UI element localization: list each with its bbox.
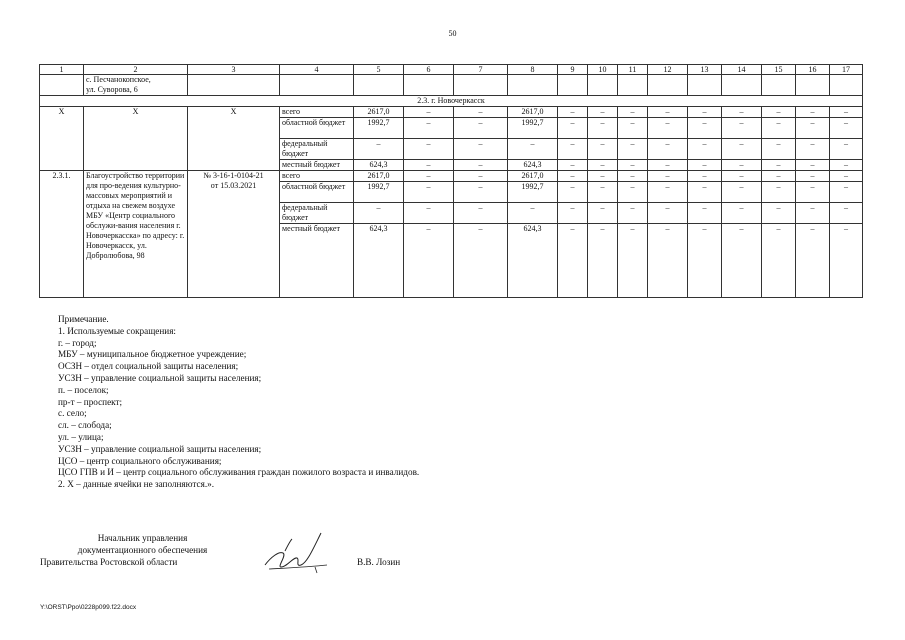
- cell-value: –: [588, 224, 618, 298]
- cell-value: –: [762, 160, 796, 171]
- cell-empty: [188, 75, 280, 96]
- cell-empty: [762, 75, 796, 96]
- note-line: с. село;: [58, 408, 87, 419]
- cell-value: –: [404, 203, 454, 224]
- cell-value: –: [830, 203, 863, 224]
- cell-value: –: [588, 182, 618, 203]
- cell-value: –: [830, 160, 863, 171]
- cell-value: –: [762, 182, 796, 203]
- cell-value: –: [648, 118, 688, 139]
- cell-empty: [508, 75, 558, 96]
- cell-x: X: [40, 107, 84, 171]
- cell-value: –: [588, 160, 618, 171]
- cell-empty: [40, 75, 84, 96]
- cell-value: 624,3: [354, 224, 404, 298]
- note-line: ул. – улица;: [58, 431, 104, 442]
- table-body: [40, 65, 863, 298]
- cell-value: –: [558, 224, 588, 298]
- cell-value: –: [830, 224, 863, 298]
- cell-value: –: [722, 139, 762, 160]
- cell-empty: [618, 75, 648, 96]
- cell-value: –: [618, 182, 648, 203]
- cell-value: –: [618, 224, 648, 298]
- cell-budget-type: федеральный бюджет: [280, 139, 354, 160]
- cell-value: –: [558, 107, 588, 118]
- cell-value: –: [588, 118, 618, 139]
- cell-value: –: [508, 203, 558, 224]
- cell-value: –: [558, 203, 588, 224]
- notes-lines: [58, 326, 419, 491]
- cell-value: –: [558, 182, 588, 203]
- cell-value: 1992,7: [508, 118, 558, 139]
- table-row: [40, 171, 863, 182]
- cell-value: –: [454, 107, 508, 118]
- note-line: УСЗН – управление социальной защиты населения;: [58, 372, 262, 383]
- cell-value: 2617,0: [508, 171, 558, 182]
- cell-item-name: Благоустройство территории для про-ведения культурно-массовых мероприятий и отдыха на свежем воздухе МБУ «Центр социального обслужи-вания населения г. Новочеркасска» по адресу: г. Новочеркасск, ул. Добролюбова, 98: [84, 171, 188, 298]
- column-header: 1: [40, 65, 84, 75]
- cell-value: 624,3: [354, 160, 404, 171]
- cell-value: –: [688, 182, 722, 203]
- cell-value: –: [688, 107, 722, 118]
- note-line: ЦСО ГПВ и И – центр социального обслуживания граждан пожилого возраста и инвалидов.: [58, 467, 420, 478]
- cell-value: 624,3: [508, 160, 558, 171]
- cell-value: –: [722, 182, 762, 203]
- cell-value: 1992,7: [508, 182, 558, 203]
- cell-value: 2617,0: [508, 107, 558, 118]
- section-title: 2.3. г. Новочеркасск: [40, 96, 863, 107]
- cell-value: –: [762, 139, 796, 160]
- note-line: 1. Используемые сокращения:: [58, 325, 176, 336]
- column-header: 10: [588, 65, 618, 75]
- cell-value: –: [618, 203, 648, 224]
- cell-value: –: [558, 139, 588, 160]
- cell-value: –: [454, 139, 508, 160]
- signer-organization: Правительства Ростовской области: [40, 556, 178, 567]
- note-line: МБУ – муниципальное бюджетное учреждение;: [58, 349, 247, 360]
- cell-value: 1992,7: [354, 182, 404, 203]
- cell-value: –: [762, 224, 796, 298]
- cell-value: –: [618, 118, 648, 139]
- cell-value: –: [404, 118, 454, 139]
- column-header: 4: [280, 65, 354, 75]
- cell-value: –: [454, 171, 508, 182]
- cell-value: –: [796, 107, 830, 118]
- cell-value: –: [648, 171, 688, 182]
- note-line: пр-т – проспект;: [58, 396, 123, 407]
- note-line: УСЗН – управление социальной защиты населения;: [58, 443, 262, 454]
- cell-value: –: [796, 139, 830, 160]
- signer-name: В.В. Лозин: [357, 557, 401, 567]
- cell-budget-type: местный бюджет: [280, 160, 354, 171]
- handwritten-signature: [257, 527, 337, 577]
- column-header: 16: [796, 65, 830, 75]
- cell-value: –: [404, 171, 454, 182]
- cell-document: № 3-16-1-0104-21 от 15.03.2021: [188, 171, 280, 298]
- cell-value: 624,3: [508, 224, 558, 298]
- cell-value: –: [762, 107, 796, 118]
- cell-value: –: [830, 139, 863, 160]
- cell-value: –: [796, 118, 830, 139]
- file-path: Y:\ORST\Ppo\0228p099.f22.docx: [40, 604, 137, 611]
- cell-budget-type: федеральный бюджет: [280, 203, 354, 224]
- signature-block: [40, 533, 245, 568]
- header-row: [40, 65, 863, 75]
- cell-value: –: [830, 182, 863, 203]
- cell-value: 2617,0: [354, 107, 404, 118]
- table-row: [40, 107, 863, 118]
- cell-empty: [404, 75, 454, 96]
- cell-value: –: [762, 171, 796, 182]
- cell-value: –: [588, 203, 618, 224]
- cell-value: –: [688, 139, 722, 160]
- cell-empty: [454, 75, 508, 96]
- cell-value: –: [404, 182, 454, 203]
- cell-value: –: [558, 171, 588, 182]
- cell-empty: [648, 75, 688, 96]
- cell-x: X: [84, 107, 188, 171]
- table-row: [40, 75, 863, 96]
- cell-empty: [588, 75, 618, 96]
- column-header: 6: [404, 65, 454, 75]
- cell-value: –: [722, 160, 762, 171]
- note-line: п. – поселок;: [58, 384, 109, 395]
- cell-value: –: [618, 171, 648, 182]
- cell-value: –: [722, 171, 762, 182]
- cell-empty: [688, 75, 722, 96]
- cell-empty: [796, 75, 830, 96]
- cell-value: –: [648, 107, 688, 118]
- cell-empty: [830, 75, 863, 96]
- column-header: 11: [618, 65, 648, 75]
- cell-value: –: [796, 160, 830, 171]
- cell-value: –: [722, 203, 762, 224]
- cell-value: –: [354, 203, 404, 224]
- cell-budget-type: областной бюджет: [280, 182, 354, 203]
- cell-value: –: [796, 182, 830, 203]
- column-header: 15: [762, 65, 796, 75]
- cell-value: –: [722, 224, 762, 298]
- cell-value: –: [588, 107, 618, 118]
- cell-budget-type: всего: [280, 171, 354, 182]
- signer-position-1: Начальник управления: [97, 533, 188, 543]
- cell-empty: [722, 75, 762, 96]
- cell-value: –: [618, 160, 648, 171]
- cell-value: –: [796, 203, 830, 224]
- cell-value: –: [454, 182, 508, 203]
- cell-value: –: [648, 224, 688, 298]
- page-number: 50: [448, 29, 457, 38]
- cell-value: 1992,7: [354, 118, 404, 139]
- column-header: 7: [454, 65, 508, 75]
- cell-budget-type: областной бюджет: [280, 118, 354, 139]
- cell-value: –: [618, 139, 648, 160]
- cell-value: –: [830, 107, 863, 118]
- column-header: 9: [558, 65, 588, 75]
- signer-position-2: документационного обеспечения: [77, 544, 208, 555]
- column-header: 2: [84, 65, 188, 75]
- cell-value: –: [404, 224, 454, 298]
- cell-value: –: [354, 139, 404, 160]
- cell-value: –: [454, 224, 508, 298]
- note-line: ОСЗН – отдел социальной защиты населения;: [58, 361, 239, 372]
- cell-value: –: [648, 160, 688, 171]
- note-line: ЦСО – центр социального обслуживания;: [58, 455, 222, 466]
- cell-value: –: [688, 203, 722, 224]
- cell-value: –: [588, 171, 618, 182]
- cell-value: –: [830, 118, 863, 139]
- column-header: 12: [648, 65, 688, 75]
- cell-value: –: [404, 160, 454, 171]
- cell-value: –: [796, 224, 830, 298]
- note-line: г. – город;: [58, 337, 97, 348]
- notes-block: [58, 314, 419, 491]
- cell-value: –: [648, 203, 688, 224]
- cell-value: –: [454, 160, 508, 171]
- cell-empty: [558, 75, 588, 96]
- cell-object-address: с. Песчанокопское, ул. Суворова, 6: [84, 75, 188, 96]
- funding-table: [39, 64, 863, 298]
- cell-value: –: [648, 139, 688, 160]
- cell-value: –: [558, 160, 588, 171]
- notes-title: Примечание.: [58, 314, 109, 324]
- cell-value: –: [508, 139, 558, 160]
- column-header: 8: [508, 65, 558, 75]
- cell-value: –: [454, 203, 508, 224]
- column-header: 14: [722, 65, 762, 75]
- note-line: сл. – слобода;: [58, 420, 112, 431]
- column-header: 5: [354, 65, 404, 75]
- cell-budget-type: всего: [280, 107, 354, 118]
- cell-value: –: [688, 224, 722, 298]
- column-header: 17: [830, 65, 863, 75]
- cell-value: –: [722, 118, 762, 139]
- cell-x: X: [188, 107, 280, 171]
- cell-empty: [280, 75, 354, 96]
- note-line: 2. Х – данные ячейки не заполняются.».: [58, 479, 215, 490]
- cell-value: –: [618, 107, 648, 118]
- cell-value: 2617,0: [354, 171, 404, 182]
- cell-item-number: 2.3.1.: [40, 171, 84, 298]
- cell-value: –: [762, 203, 796, 224]
- cell-value: –: [830, 171, 863, 182]
- cell-value: –: [558, 118, 588, 139]
- cell-value: –: [796, 171, 830, 182]
- cell-value: –: [722, 107, 762, 118]
- cell-value: –: [404, 139, 454, 160]
- cell-value: –: [454, 118, 508, 139]
- column-header: 3: [188, 65, 280, 75]
- cell-value: –: [688, 160, 722, 171]
- cell-value: –: [762, 118, 796, 139]
- cell-value: –: [588, 139, 618, 160]
- column-header: 13: [688, 65, 722, 75]
- section-row: [40, 96, 863, 107]
- cell-value: –: [688, 118, 722, 139]
- cell-empty: [354, 75, 404, 96]
- cell-budget-type: местный бюджет: [280, 224, 354, 298]
- cell-value: –: [688, 171, 722, 182]
- cell-value: –: [648, 182, 688, 203]
- cell-value: –: [404, 107, 454, 118]
